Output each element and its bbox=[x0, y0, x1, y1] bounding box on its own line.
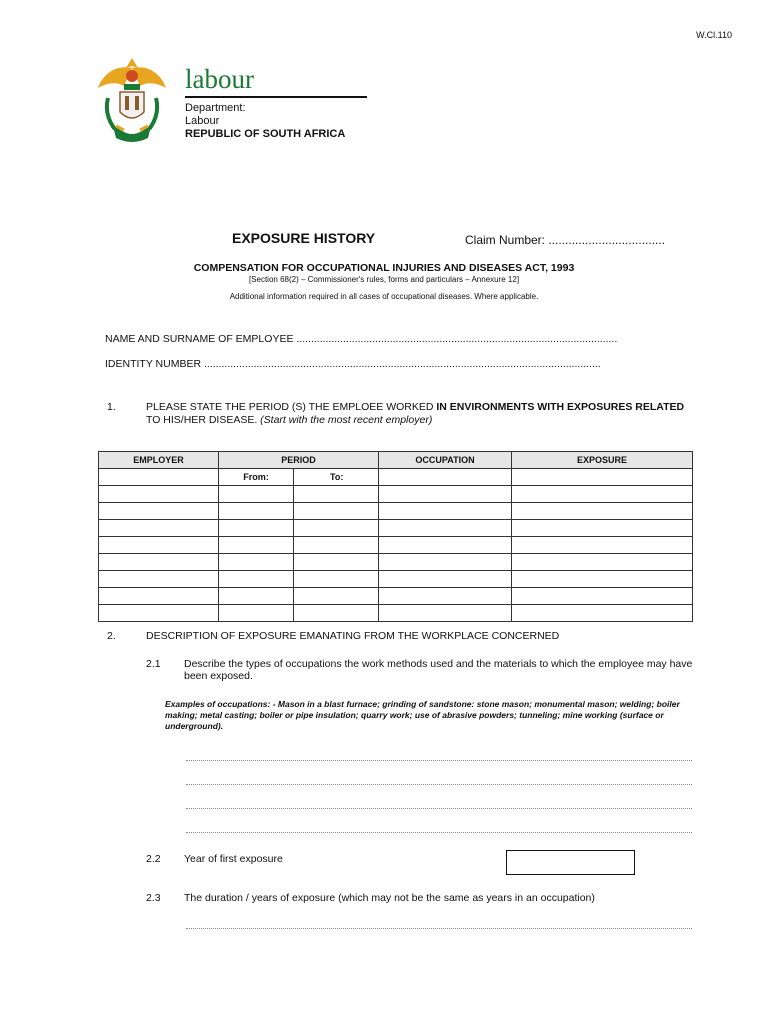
q1-text-italic: (Start with the most recent employer) bbox=[260, 414, 433, 426]
table-cell[interactable] bbox=[99, 469, 219, 486]
table-cell[interactable] bbox=[99, 571, 219, 588]
table-cell[interactable] bbox=[294, 486, 379, 503]
table-row bbox=[99, 537, 693, 554]
question-1-text bbox=[146, 401, 691, 427]
occupation-examples: Examples of occupations: - Mason in a blast furnace; grinding of sandstone: stone mason; monumental mason; welding; boiler making; metal casting; boiler or pipe insulation; quarry work; use of abrasive powders; tunneling; mine working (surface or underground). bbox=[165, 699, 680, 731]
subsection-2-1-text: Describe the types of occupations the work methods used and the materials to which the employee may have been exposed. bbox=[184, 658, 693, 682]
table-cell[interactable] bbox=[294, 571, 379, 588]
document-title: EXPOSURE HISTORY bbox=[232, 230, 376, 246]
subsection-2-2-text: Year of first exposure bbox=[184, 853, 283, 865]
table-cell[interactable] bbox=[379, 503, 512, 520]
table-row bbox=[99, 554, 693, 571]
brand-title: labour bbox=[185, 64, 254, 94]
question-2-text: DESCRIPTION OF EXPOSURE EMANATING FROM THE WORKPLACE CONCERNED bbox=[146, 630, 560, 642]
table-cell[interactable] bbox=[512, 554, 693, 571]
q1-text-a: PLEASE STATE THE PERIOD (S) THE EMPLOEE WORKED bbox=[146, 401, 437, 413]
table-cell[interactable] bbox=[512, 503, 693, 520]
table-cell[interactable] bbox=[219, 554, 294, 571]
table-cell[interactable] bbox=[99, 503, 219, 520]
table-row bbox=[99, 486, 693, 503]
table-row bbox=[99, 571, 693, 588]
table-cell[interactable] bbox=[379, 554, 512, 571]
table-cell[interactable] bbox=[219, 503, 294, 520]
table-cell[interactable] bbox=[379, 605, 512, 622]
employee-name-field[interactable]: NAME AND SURNAME OF EMPLOYEE .............................................................................................................. bbox=[105, 333, 618, 345]
table-cell[interactable] bbox=[379, 537, 512, 554]
table-cell[interactable] bbox=[379, 571, 512, 588]
table-cell[interactable] bbox=[512, 588, 693, 605]
table-cell[interactable] bbox=[99, 486, 219, 503]
question-2-number: 2. bbox=[107, 630, 116, 642]
subsection-2-3-text: The duration / years of exposure (which may not be the same as years in an occupation) bbox=[184, 892, 595, 904]
col-header-occupation: OCCUPATION bbox=[379, 452, 512, 469]
answer-line[interactable] bbox=[186, 784, 692, 785]
table-cell[interactable] bbox=[99, 537, 219, 554]
table-cell[interactable] bbox=[219, 537, 294, 554]
answer-line[interactable] bbox=[186, 928, 692, 929]
brand-underline bbox=[185, 96, 367, 98]
table-cell[interactable] bbox=[219, 571, 294, 588]
country-name: REPUBLIC OF SOUTH AFRICA bbox=[185, 128, 346, 140]
subsection-2-2-number: 2.2 bbox=[146, 853, 161, 865]
table-cell[interactable] bbox=[294, 605, 379, 622]
form-number: W.Cl.110 bbox=[696, 30, 732, 40]
answer-line[interactable] bbox=[186, 832, 692, 833]
table-cell[interactable] bbox=[294, 520, 379, 537]
table-cell[interactable] bbox=[379, 469, 512, 486]
identity-number-field[interactable]: IDENTITY NUMBER ........................................................................................................................................ bbox=[105, 358, 601, 370]
table-cell[interactable] bbox=[99, 605, 219, 622]
table-row bbox=[99, 520, 693, 537]
table-cell[interactable] bbox=[379, 520, 512, 537]
table-cell[interactable] bbox=[512, 469, 693, 486]
subsection-2-3-number: 2.3 bbox=[146, 892, 161, 904]
table-cell[interactable] bbox=[99, 588, 219, 605]
table-cell[interactable] bbox=[379, 588, 512, 605]
answer-line[interactable] bbox=[186, 760, 692, 761]
table-cell[interactable] bbox=[219, 588, 294, 605]
section-reference: [Section 68(2) – Commissioner's rules, forms and particulars – Annexure 12] bbox=[248, 275, 520, 284]
table-cell[interactable] bbox=[294, 503, 379, 520]
table-row bbox=[99, 503, 693, 520]
table-row bbox=[99, 605, 693, 622]
coat-of-arms-logo bbox=[94, 54, 170, 146]
table-cell[interactable] bbox=[219, 486, 294, 503]
table-cell[interactable] bbox=[99, 520, 219, 537]
first-exposure-year-input[interactable] bbox=[506, 850, 635, 875]
exposure-history-table bbox=[98, 451, 693, 622]
q1-text-bold: IN ENVIRONMENTS WITH EXPOSURES RELATED bbox=[436, 401, 685, 413]
table-cell[interactable] bbox=[294, 537, 379, 554]
table-cell[interactable] bbox=[512, 605, 693, 622]
table-cell[interactable] bbox=[512, 520, 693, 537]
table-cell[interactable] bbox=[512, 537, 693, 554]
table-cell[interactable] bbox=[512, 486, 693, 503]
table-cell[interactable] bbox=[512, 571, 693, 588]
table-cell[interactable] bbox=[219, 520, 294, 537]
answer-line[interactable] bbox=[186, 808, 692, 809]
subsection-2-1-number: 2.1 bbox=[146, 658, 161, 670]
col-header-period: PERIOD bbox=[219, 452, 379, 469]
q1-text-b: TO HIS/HER DISEASE. bbox=[146, 414, 261, 426]
col-header-employer: EMPLOYER bbox=[99, 452, 219, 469]
claim-number-field[interactable]: Claim Number: ................................... bbox=[465, 233, 666, 247]
table-cell[interactable] bbox=[294, 554, 379, 571]
table-cell[interactable] bbox=[219, 605, 294, 622]
period-from-label: From: bbox=[219, 469, 294, 486]
col-header-exposure: EXPOSURE bbox=[512, 452, 693, 469]
question-1-number: 1. bbox=[107, 401, 116, 413]
table-row bbox=[99, 588, 693, 605]
table-cell[interactable] bbox=[294, 588, 379, 605]
table-cell[interactable] bbox=[99, 554, 219, 571]
period-to-label: To: bbox=[294, 469, 379, 486]
act-title: COMPENSATION FOR OCCUPATIONAL INJURIES AND DISEASES ACT, 1993 bbox=[193, 262, 575, 274]
department-block bbox=[185, 102, 345, 141]
table-cell[interactable] bbox=[379, 486, 512, 503]
dept-label: Department: bbox=[185, 102, 246, 114]
additional-info: Additional information required in all cases of occupational diseases. Where applicable. bbox=[229, 292, 539, 301]
dept-name: Labour bbox=[185, 115, 220, 127]
